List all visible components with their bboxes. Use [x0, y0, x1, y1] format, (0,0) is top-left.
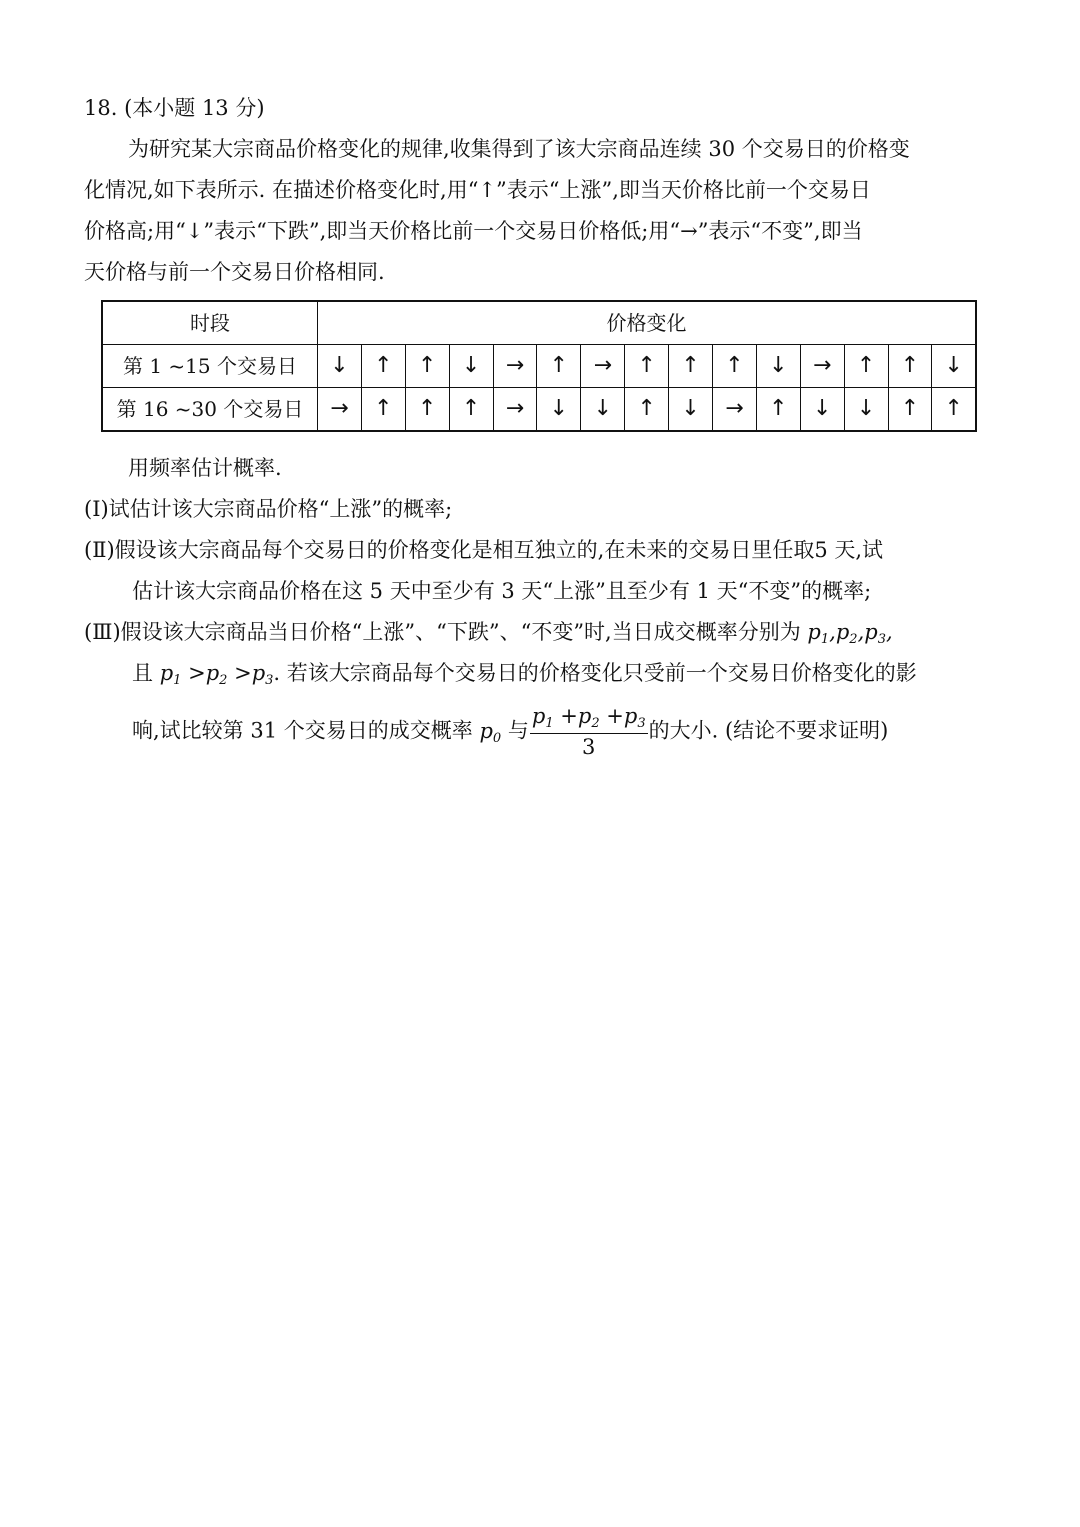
math-p1-p2-p3-list: $p_1,p_2,p_3$, — [807, 620, 893, 647]
arrow-cell: ↑ — [932, 388, 976, 432]
part-3-line-1-text: (Ⅲ)假设该大宗商品当日价格“上涨”、“下跌”、“不变”时,当日成交概率分别为 — [84, 620, 801, 644]
part-3-line-3-suffix: 的大小. (结论不要求证明) — [648, 718, 889, 743]
intro-line-4: 天价格与前一个交易日价格相同. — [84, 260, 385, 284]
arrow-cell: ↑ — [405, 345, 449, 388]
arrow-cell: ↑ — [361, 388, 405, 432]
math-inequality: $p_1 >p_2 >p_3$ — [159, 661, 274, 688]
fraction-numerator: $p_1 +p_2 +p_3$ — [530, 706, 648, 734]
table-row — [102, 345, 976, 388]
header-period: 时段 — [102, 301, 318, 345]
table-header-row — [102, 301, 976, 345]
fraction-denominator: 3 — [582, 735, 596, 759]
math-fraction — [530, 706, 648, 758]
arrow-cell: → — [493, 345, 537, 388]
part-3-line-2-suffix: . 若该大宗商品每个交易日的价格变化只受前一个交易日价格变化的影 — [273, 661, 917, 685]
math-p0: $p_0$ — [479, 718, 502, 746]
arrow-cell: → — [581, 345, 625, 388]
intro-line-2: 化情况,如下表所示. 在描述价格变化时,用“↑”表示“上涨”,即当天价格比前一个交易日 — [84, 178, 871, 202]
arrow-cell: ↓ — [932, 345, 976, 388]
arrow-cell: ↓ — [844, 388, 888, 432]
part-3-line-3-mid: 与 — [507, 718, 529, 743]
part-3-line-2 — [132, 653, 917, 701]
part-3-line-2-prefix: 且 — [132, 661, 153, 685]
intro-line-3: 价格高;用“↓”表示“下跌”,即当天价格比前一个交易日价格低;用“→”表示“不变”,即当 — [84, 219, 863, 243]
row-label-1-15: 第 1 ~15 个交易日 — [102, 345, 318, 388]
row-label-16-30: 第 16 ~30 个交易日 — [102, 388, 318, 432]
part-1: (Ⅰ)试估计该大宗商品价格“上涨”的概率; — [84, 497, 453, 521]
arrow-cell: ↑ — [449, 388, 493, 432]
arrow-cell: ↑ — [713, 345, 757, 388]
arrow-cell: ↑ — [625, 388, 669, 432]
arrow-cell: ↑ — [625, 345, 669, 388]
arrow-cell: ↓ — [669, 388, 713, 432]
problem-header: 18. (本小题 13 分) — [84, 96, 265, 120]
header-price-change: 价格变化 — [318, 301, 977, 345]
arrow-cell: ↓ — [581, 388, 625, 432]
arrow-cell: ↑ — [537, 345, 581, 388]
part-2-line-2: 估计该大宗商品价格在这 5 天中至少有 3 天“上涨”且至少有 1 天“不变”的概率; — [132, 579, 872, 603]
intro-line-1: 为研究某大宗商品价格变化的规律,收集得到了该大宗商品连续 30 个交易日的价格变 — [128, 137, 910, 161]
part-3-line-3 — [132, 706, 888, 759]
arrow-cell: ↓ — [756, 345, 800, 388]
arrow-cell: → — [800, 345, 844, 388]
arrow-cell: ↑ — [844, 345, 888, 388]
arrow-cell: ↓ — [318, 345, 362, 388]
arrow-cell: ↓ — [800, 388, 844, 432]
arrow-cell: ↑ — [888, 345, 932, 388]
arrow-cell: ↑ — [405, 388, 449, 432]
table-row — [102, 388, 976, 432]
arrow-cell: ↑ — [888, 388, 932, 432]
arrow-cell: → — [713, 388, 757, 432]
part-3-line-3-prefix: 响,试比较第 31 个交易日的成交概率 — [132, 718, 473, 743]
arrow-cell: ↑ — [669, 345, 713, 388]
arrow-cell: → — [318, 388, 362, 432]
price-change-table — [101, 300, 977, 432]
arrow-cell: → — [493, 388, 537, 432]
arrow-cell: ↓ — [449, 345, 493, 388]
frequency-note: 用频率估计概率. — [128, 456, 282, 480]
part-2-line-1: (Ⅱ)假设该大宗商品每个交易日的价格变化是相互独立的,在未来的交易日里任取5 天,试 — [84, 538, 884, 562]
arrow-cell: ↑ — [756, 388, 800, 432]
arrow-cell: ↑ — [361, 345, 405, 388]
arrow-cell: ↓ — [537, 388, 581, 432]
